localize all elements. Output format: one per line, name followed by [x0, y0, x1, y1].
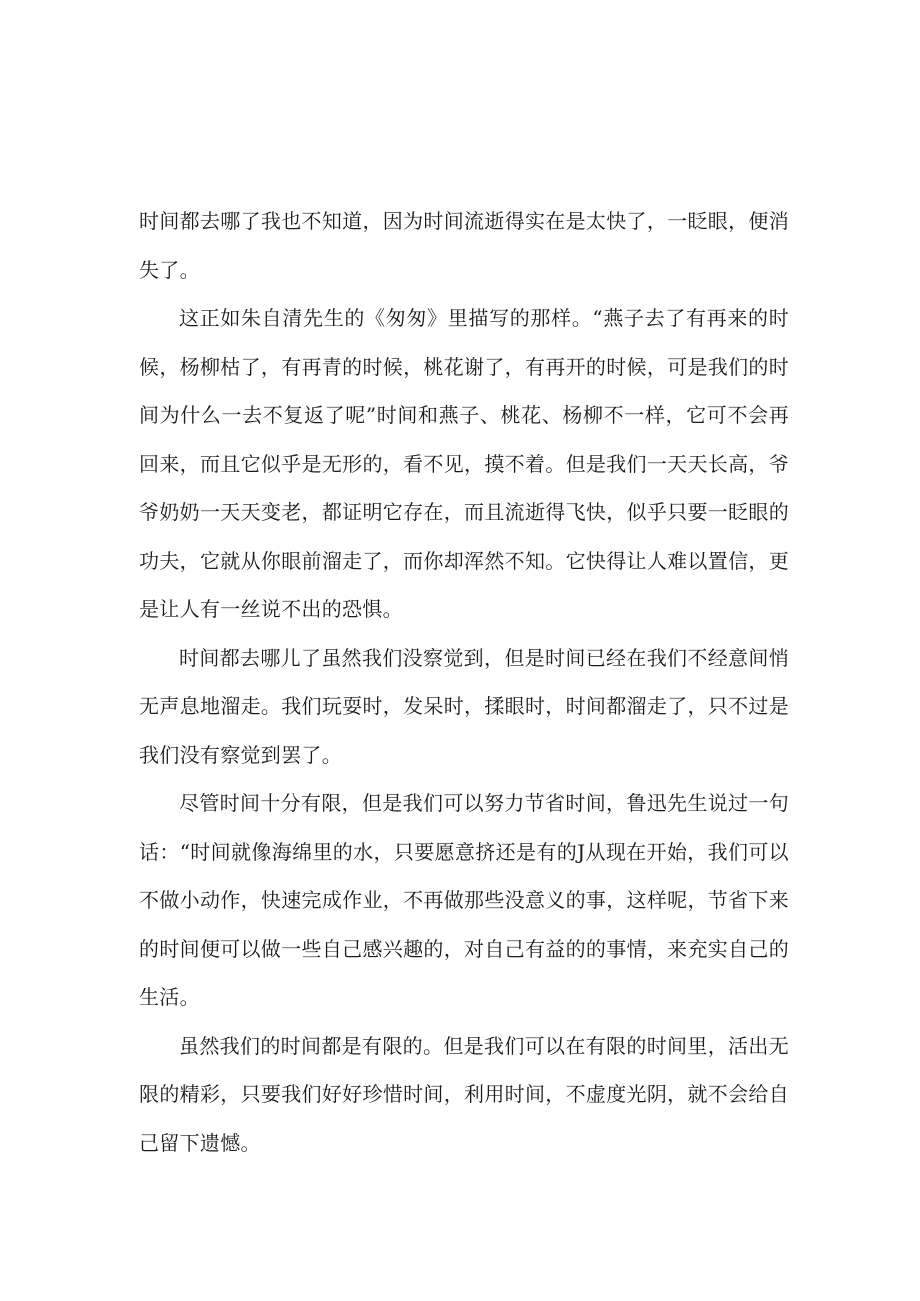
paragraph-5: 虽然我们的时间都是有限的。但是我们可以在有限的时间里，活出无限的精彩，只要我们好好珍惜时间，利用时间，不虚度光阴，就不会给自己留下遗憾。: [139, 1033, 789, 1155]
paragraph-4: 尽管时间十分有限，但是我们可以努力节省时间，鲁迅先生说过一句话：“时间就像海绵里的水，只要愿意挤还是有的J从现在开始，我们可以不做小动作，快速完成作业，不再做那些没意义的事，这样呢，节省下来的时间便可以做一些自己感兴趣的，对自己有益的的事情，来充实自己的生活。: [139, 791, 789, 1009]
paragraph-3: 时间都去哪儿了虽然我们没察觉到，但是时间已经在我们不经意间悄无声息地溜走。我们玩耍时，发呆时，揉眼时，时间都溜走了，只不过是我们没有察觉到罢了。: [139, 645, 789, 767]
paragraph-2: 这正如朱自清先生的《匆匆》里描写的那样。“燕子去了有再来的时候，杨柳枯了，有再青的时候，桃花谢了，有再开的时候，可是我们的时间为什么一去不复返了呢”时间和燕子、桃花、杨柳不一样，它可不会再回来，而且它似乎是无形的，看不见，摸不着。但是我们一天天长高，爷爷奶奶一天天变老，都证明它存在，而且流逝得飞快，似乎只要一眨眼的功夫，它就从你眼前溜走了，而你却浑然不知。它快得让人难以置信，更是让人有一丝说不出的恐惧。: [139, 306, 789, 621]
essay-body: [139, 197, 789, 1167]
paragraph-1: 时间都去哪了我也不知道，因为时间流逝得实在是太快了，一眨眼，便消失了。: [139, 209, 789, 282]
